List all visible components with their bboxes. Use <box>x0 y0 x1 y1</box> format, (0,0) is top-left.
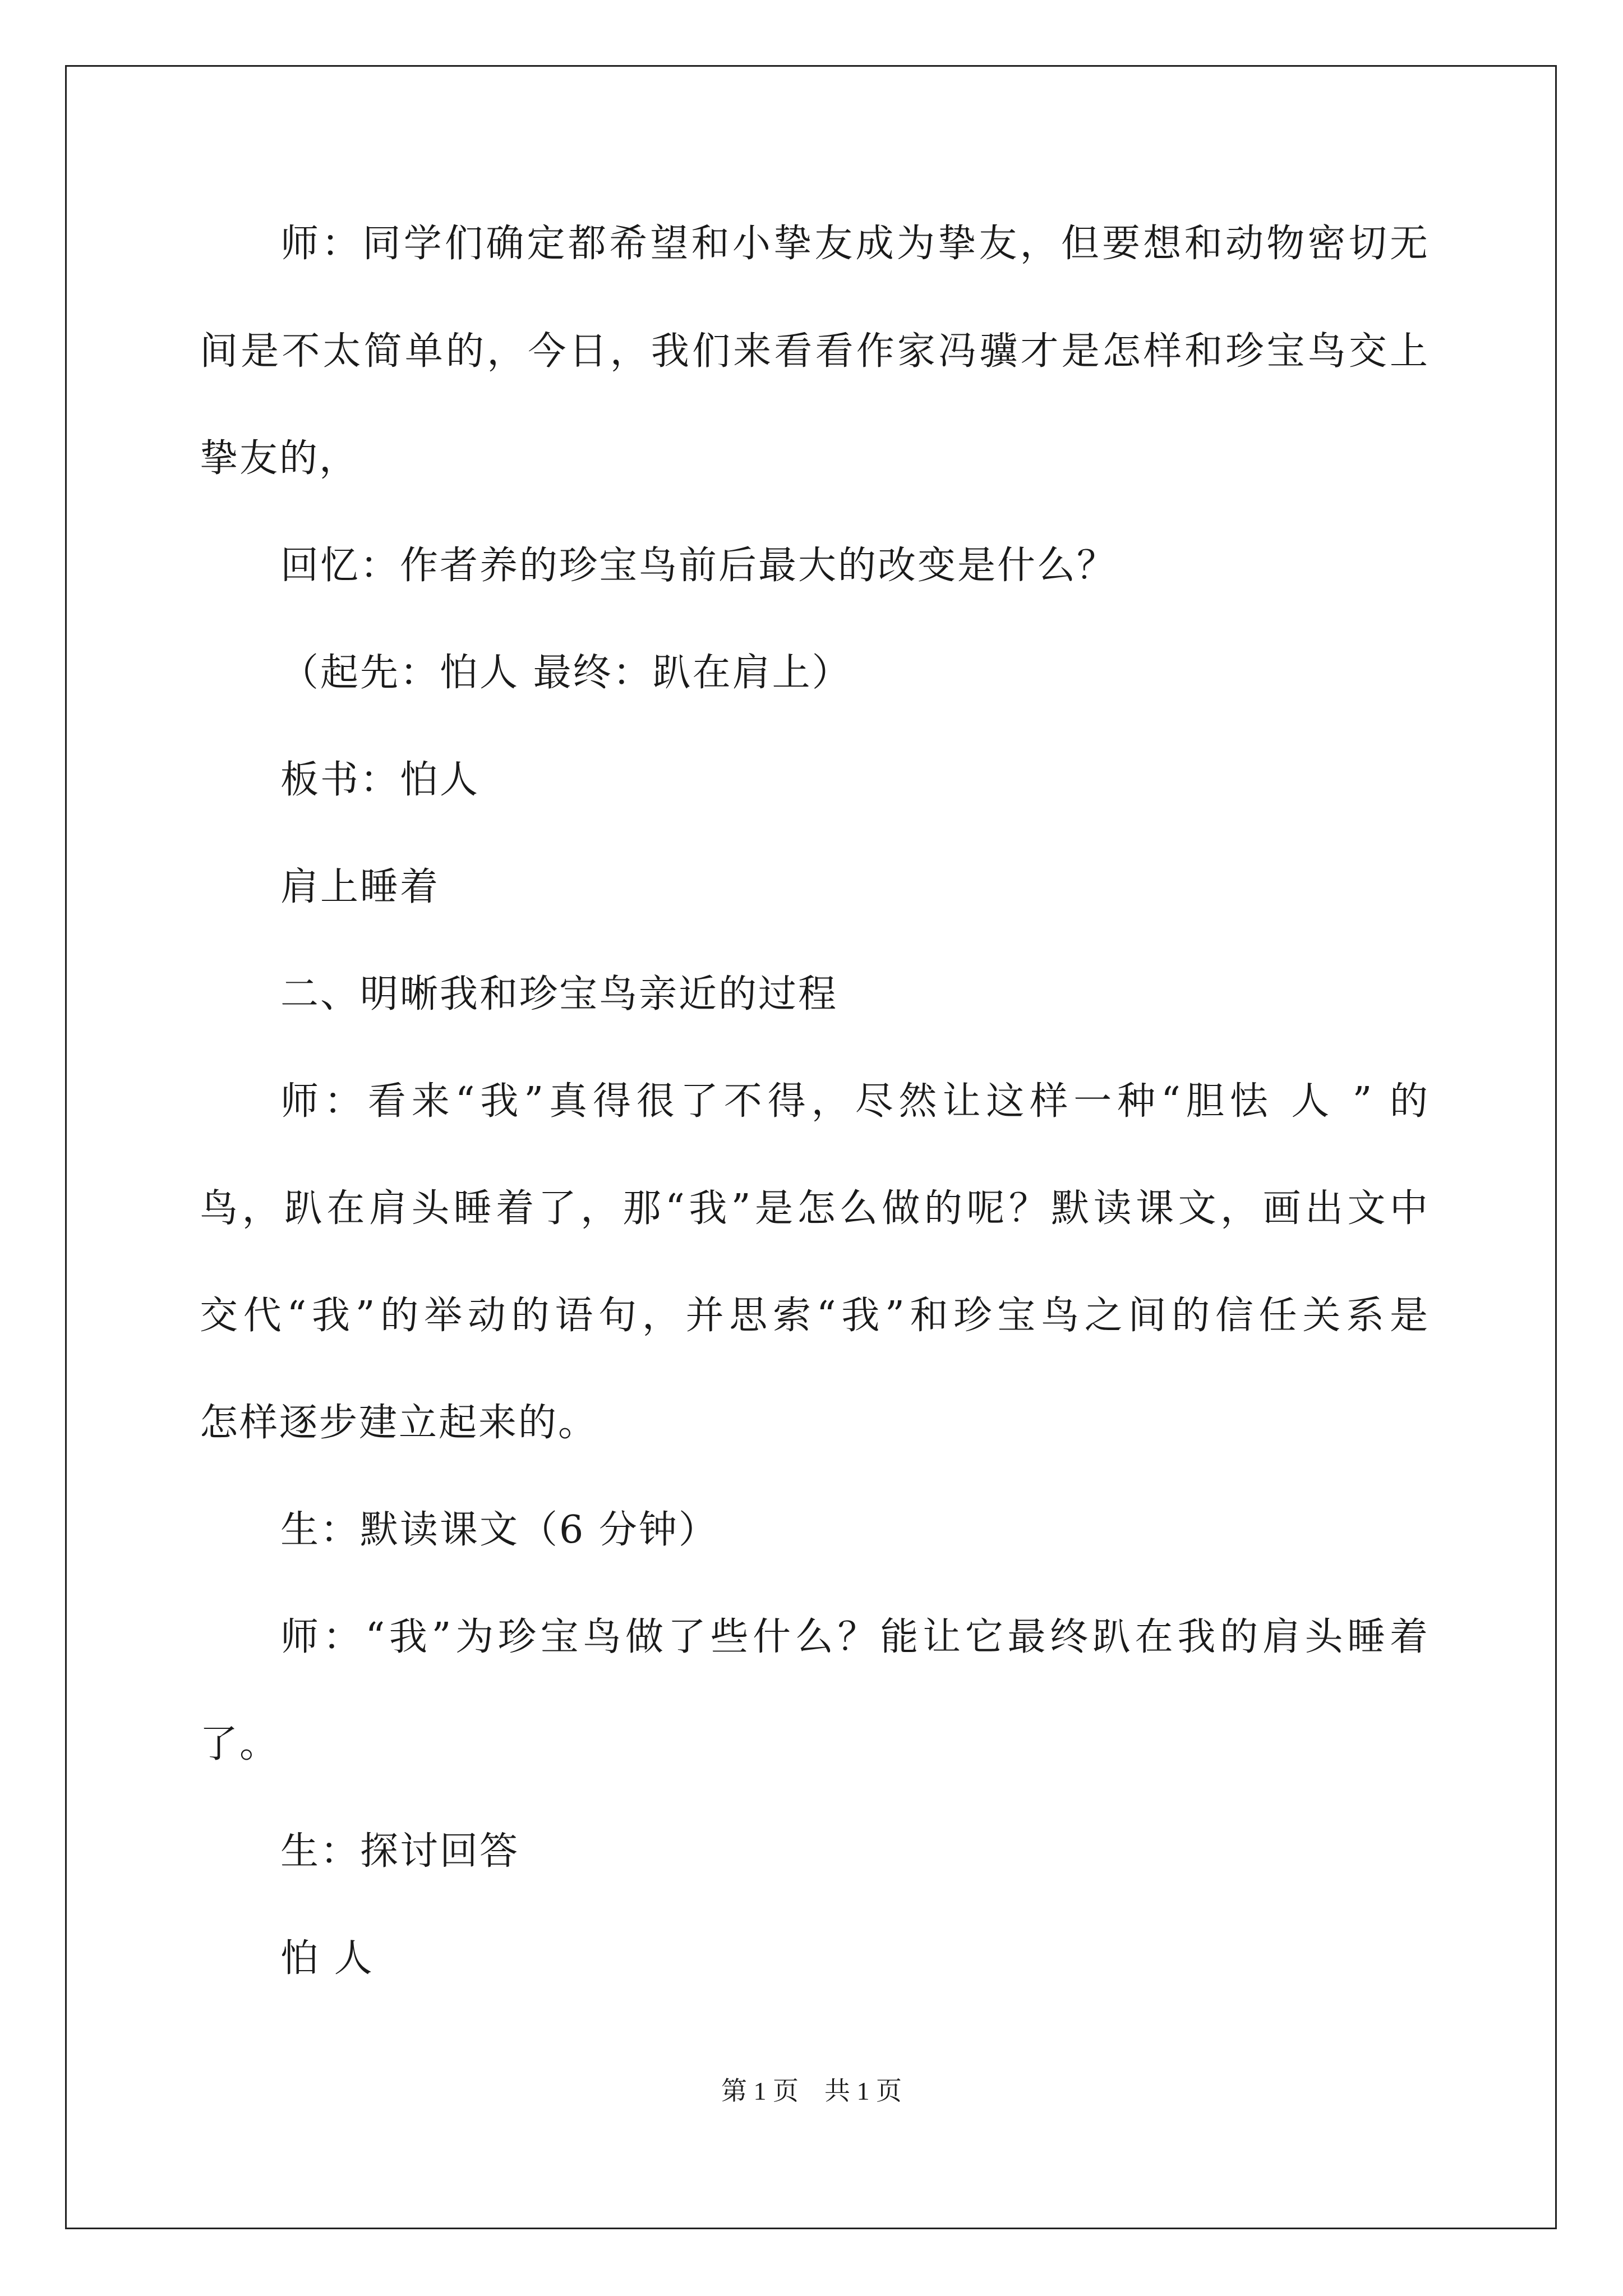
paragraph-line: 交代“我”的举动的语句，并思索“我”和珍宝鸟之间的信任关系是 <box>200 1294 1428 1338</box>
page-number-footer: 第 1 页 共 1 页 <box>721 2077 902 2105</box>
paragraph-line: 肩上睡着 <box>280 865 440 909</box>
paragraph-line: 板书：怕人 <box>280 758 480 802</box>
paragraph-line: 怎样逐步建立起来的。 <box>200 1401 598 1445</box>
paragraph-line: 了。 <box>200 1722 280 1766</box>
paragraph-line: 回忆：作者养的珍宝鸟前后最大的改变是什么？ <box>280 544 1117 588</box>
paragraph-line: 间是不太简单的，今日，我们来看看作家冯骥才是怎样和珍宝鸟交上 <box>200 329 1428 374</box>
paragraph-line: （起先：怕人 最终：趴在肩上） <box>280 651 852 695</box>
paragraph-line: 挚友的， <box>200 436 359 481</box>
page-border <box>65 65 1557 2229</box>
paragraph-line: 师：看来“我”真得很了不得，尽然让这样一种“胆怯 人 ” 的 <box>280 1079 1428 1124</box>
paragraph-line: 生：默读课文（6 分钟） <box>280 1508 718 1552</box>
section-heading: 二、明晰我和珍宝鸟亲近的过程 <box>280 972 838 1016</box>
paragraph-line: 师：“我”为珍宝鸟做了些什么？能让它最终趴在我的肩头睡着 <box>280 1615 1428 1659</box>
paragraph-line: 怕 人 <box>280 1936 374 1981</box>
paragraph-line: 鸟，趴在肩头睡着了，那“我”是怎么做的呢？默读课文，画出文中 <box>200 1186 1428 1231</box>
paragraph-line: 生：探讨回答 <box>280 1829 520 1874</box>
paragraph-line: 师：同学们确定都希望和小挚友成为挚友，但要想和动物密切无 <box>280 222 1428 266</box>
